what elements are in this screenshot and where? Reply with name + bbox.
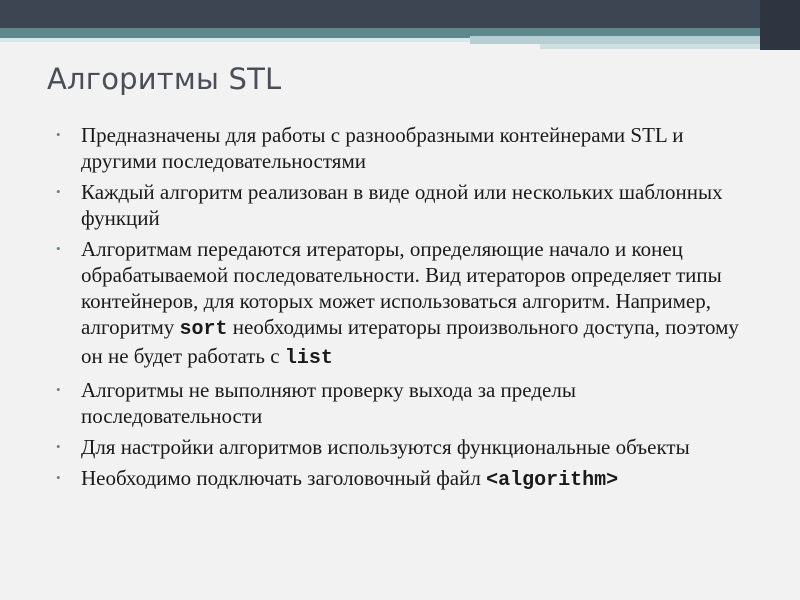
bullet-text: Алгоритмы не выполняют проверку выхода за пределы последовательности xyxy=(81,378,576,428)
code-sort: sort xyxy=(179,318,228,341)
bullet-item xyxy=(56,236,756,372)
bullet-list xyxy=(56,122,756,499)
bullet-icon: • xyxy=(56,127,61,142)
bullet-item xyxy=(56,465,756,494)
bullet-text: Для настройки алгоритмов используются функциональные объекты xyxy=(81,435,690,459)
bullet-item xyxy=(56,377,756,429)
header-accent-strip xyxy=(470,36,800,44)
bullet-icon: • xyxy=(56,470,61,485)
bullet-icon: • xyxy=(56,439,61,454)
header-accent-strip xyxy=(0,38,470,42)
bullet-icon: • xyxy=(56,241,61,256)
bullet-icon: • xyxy=(56,184,61,199)
bullet-icon: • xyxy=(56,382,61,397)
bullet-item xyxy=(56,179,756,231)
bullet-text: Предназначены для работы с разнообразными контейнерами STL и другими последовательностями xyxy=(81,123,684,173)
code-algorithm-header: <algorithm> xyxy=(486,469,619,492)
header-band-dark xyxy=(0,0,800,28)
bullet-item xyxy=(56,434,756,460)
header-corner-block xyxy=(760,0,800,50)
bullet-text: Алгоритмам передаются итераторы, определяющие начало и конец обрабатываемой последовательности. Вид итераторов определяет типы контейнеров, для которых может использоваться алгоритм. Например, алгоритму xyxy=(81,237,722,339)
bullet-text: Каждый алгоритм реализован в виде одной или нескольких шаблонных функций xyxy=(81,180,723,230)
bullet-text: Необходимо подключать заголовочный файл xyxy=(81,466,487,490)
bullet-text: необходимы итераторы произвольного доступа, поэтому он не будет работать с xyxy=(81,315,739,368)
slide-title: Алгоритмы STL xyxy=(47,62,282,96)
bullet-item xyxy=(56,122,756,174)
code-list: list xyxy=(284,347,333,370)
